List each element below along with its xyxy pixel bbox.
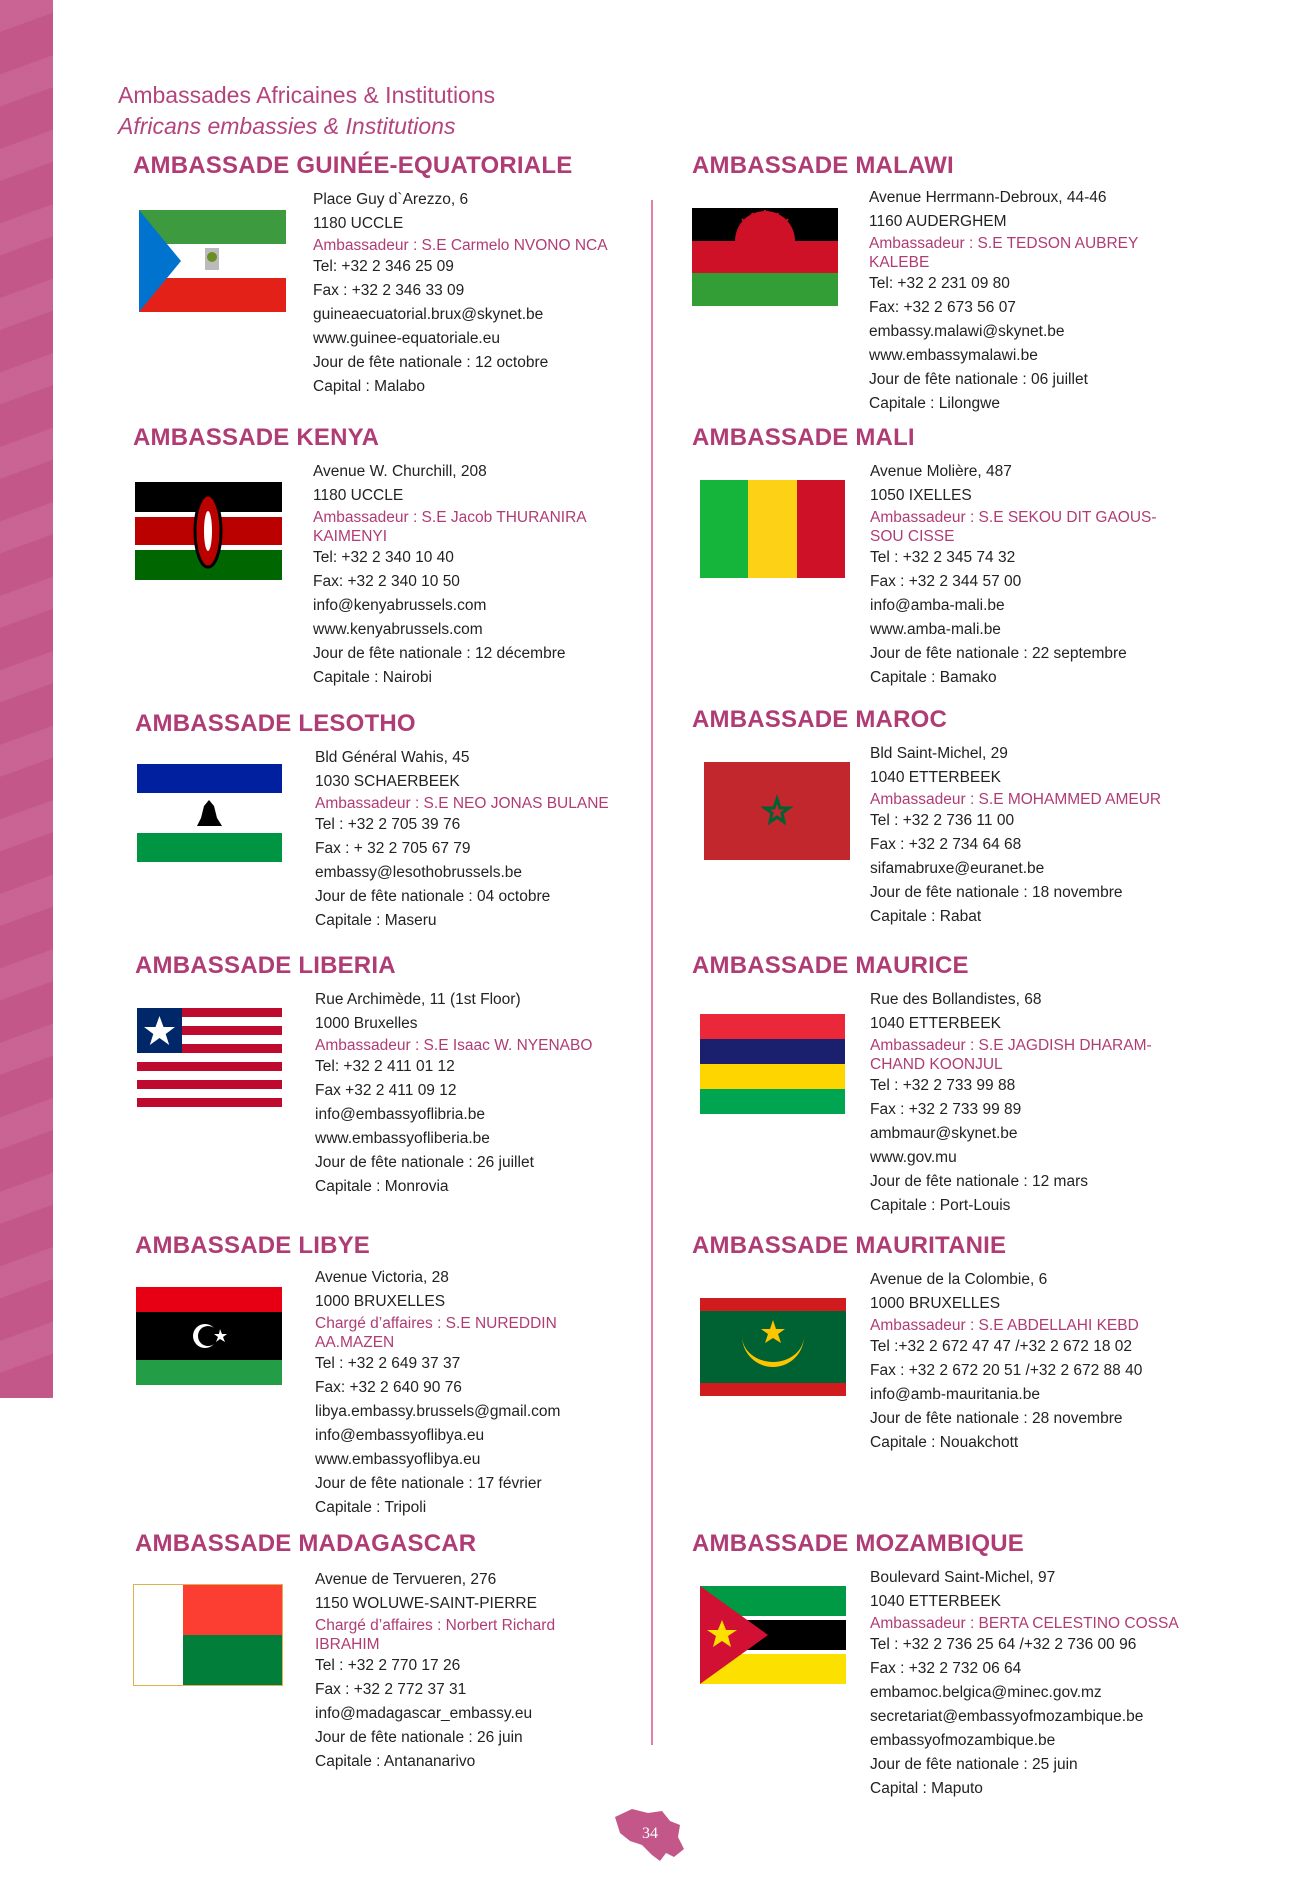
embassy-entry-mozambique <box>692 1530 1179 1797</box>
ambassador: Ambassadeur : S.E JAGDISH DHARAM- <box>870 1037 1152 1054</box>
flag-libya-icon <box>136 1287 282 1385</box>
flag-malawi-icon <box>692 208 838 306</box>
city: 1040 ETTERBEEK <box>870 769 1001 786</box>
embassy-title: AMBASSADE KENYA <box>133 424 380 451</box>
embassy-details <box>869 186 1138 416</box>
national-day: Jour de fête nationale : 04 octobre <box>315 888 551 905</box>
email-link[interactable]: ambmaur@skynet.be <box>870 1125 1018 1142</box>
embassy-title: AMBASSADE MAURICE <box>692 952 969 979</box>
email-link[interactable]: info@amb-mauritania.be <box>870 1386 1040 1403</box>
fax: Fax +32 2 411 09 12 <box>315 1082 457 1099</box>
email-link[interactable]: embassy@lesothobrussels.be <box>315 864 523 881</box>
capital: Capitale : Maseru <box>315 912 437 929</box>
national-day: Jour de fête nationale : 17 février <box>315 1475 542 1492</box>
address: Rue des Bollandistes, 68 <box>870 991 1042 1008</box>
ambassador: Ambassadeur : S.E SEKOU DIT GAOUS- <box>870 509 1157 526</box>
address: Avenue Molière, 487 <box>870 463 1012 480</box>
national-day: Jour de fête nationale : 12 décembre <box>313 645 566 662</box>
telephone: Tel : +32 2 736 25 64 /+32 2 736 00 96 <box>870 1636 1137 1653</box>
embassy-title: AMBASSADE MADAGASCAR <box>135 1530 477 1557</box>
city: 1000 Bruxelles <box>315 1015 418 1032</box>
city: 1000 BRUXELLES <box>870 1295 1001 1312</box>
header-title-en: Africans embassies & Institutions <box>118 113 456 139</box>
city: 1040 ETTERBEEK <box>870 1015 1001 1032</box>
embassy-title: AMBASSADE MAURITANIE <box>692 1232 1007 1259</box>
email-link[interactable]: sifamabruxe@euranet.be <box>870 860 1045 877</box>
embassy-title: AMBASSADE LESOTHO <box>135 710 416 737</box>
capital: Capitale : Monrovia <box>315 1178 449 1195</box>
ambassador: Ambassadeur : S.E Carmelo NVONO NCA <box>313 237 608 254</box>
fax: Fax: +32 2 340 10 50 <box>313 573 460 590</box>
address: Place Guy d`Arezzo, 6 <box>313 191 469 208</box>
email-link[interactable]: info@embassyoflibria.be <box>315 1106 485 1123</box>
ambassador: Ambassadeur : S.E MOHAMMED AMEUR <box>870 791 1162 808</box>
flag-mauritius-icon <box>700 1014 845 1114</box>
ambassador-continued: KAIMENYI <box>313 528 388 545</box>
fax: Fax : +32 2 672 20 51 /+32 2 672 88 40 <box>870 1362 1143 1379</box>
column-divider <box>651 200 653 1745</box>
ambassador: Ambassadeur : BERTA CELESTINO COSSA <box>870 1615 1179 1632</box>
ambassador: Ambassadeur : S.E TEDSON AUBREY <box>869 235 1139 252</box>
address: Avenue Victoria, 28 <box>315 1269 449 1286</box>
website-link[interactable]: www.embassyoflibya.eu <box>315 1451 481 1468</box>
embassy-entry-maurice <box>692 952 1152 1214</box>
fax: Fax: +32 2 673 56 07 <box>869 299 1016 316</box>
national-day: Jour de fête nationale : 25 juin <box>870 1756 1078 1773</box>
embassy-title: AMBASSADE LIBERIA <box>135 952 396 979</box>
ambassador: Ambassadeur : S.E NEO JONAS BULANE <box>315 795 609 812</box>
address: Avenue W. Churchill, 208 <box>313 463 487 480</box>
flag-mauritania-icon <box>700 1298 846 1396</box>
flag-kenya-icon <box>135 482 282 580</box>
national-day: Jour de fête nationale : 28 novembre <box>870 1410 1123 1427</box>
capital: Capital : Maputo <box>870 1780 983 1797</box>
fax: Fax : +32 2 772 37 31 <box>315 1681 467 1698</box>
embassy-entry-madagascar <box>135 1530 556 1770</box>
fax: Fax : +32 2 732 06 64 <box>870 1660 1022 1677</box>
embassy-details <box>315 988 592 1199</box>
flag-mali-icon <box>700 480 845 578</box>
ambassador: Ambassadeur : S.E Jacob THURANIRA <box>313 509 587 526</box>
embassy-entry-maroc <box>692 706 1162 925</box>
fax: Fax : +32 2 734 64 68 <box>870 836 1022 853</box>
flag-liberia-icon <box>137 1008 282 1108</box>
address: Bld Général Wahis, 45 <box>315 749 470 766</box>
telephone: Tel : +32 2 770 17 26 <box>315 1657 461 1674</box>
embassy-title: AMBASSADE MALAWI <box>692 152 954 179</box>
fax: Fax: +32 2 640 90 76 <box>315 1379 462 1396</box>
ambassador: Ambassadeur : S.E ABDELLAHI KEBD <box>870 1317 1139 1334</box>
embassy-details <box>315 1568 555 1774</box>
embassy-entry-libye <box>135 1232 561 1516</box>
embassy-entry-kenya <box>133 424 587 686</box>
capital: Capitale : Bamako <box>870 669 997 686</box>
embassy-entry-malawi <box>692 152 1139 412</box>
capital: Capitale : Tripoli <box>315 1499 427 1516</box>
website-link[interactable]: www.guinee-equatoriale.eu <box>313 330 500 347</box>
capital: Capital : Malabo <box>313 378 426 395</box>
national-day: Jour de fête nationale : 26 juillet <box>315 1154 534 1171</box>
embassy-details <box>870 1268 1142 1455</box>
fax: Fax : + 32 2 705 67 79 <box>315 840 471 857</box>
embassy-title: AMBASSADE MAROC <box>692 706 947 733</box>
national-day: Jour de fête nationale : 12 octobre <box>313 354 549 371</box>
ambassador-continued: SOU CISSE <box>870 528 955 545</box>
embassy-title: AMBASSADE MOZAMBIQUE <box>692 1530 1024 1557</box>
address: Avenue Herrmann-Debroux, 44-46 <box>869 189 1107 206</box>
embassy-details <box>870 460 1157 690</box>
telephone: Tel: +32 2 346 25 09 <box>313 258 454 275</box>
page-footer <box>610 1805 690 1865</box>
telephone: Tel: +32 2 231 09 80 <box>869 275 1010 292</box>
email-link[interactable]: libya.embassy.brussels@gmail.com <box>315 1403 561 1420</box>
embassy-title: AMBASSADE MALI <box>692 424 915 451</box>
address: Bld Saint-Michel, 29 <box>870 745 1008 762</box>
embassy-details <box>870 1566 1179 1801</box>
website-link[interactable]: www.embassyofliberia.be <box>315 1130 490 1147</box>
city: 1030 SCHAERBEEK <box>315 773 460 790</box>
national-day: Jour de fête nationale : 22 septembre <box>870 645 1127 662</box>
charge-daffaires: Chargé d’affaires : S.E NUREDDIN <box>315 1315 557 1332</box>
address: Avenue de Tervueren, 276 <box>315 1571 497 1588</box>
city: 1150 WOLUWE-SAINT-PIERRE <box>315 1595 537 1612</box>
embassy-details <box>870 742 1161 929</box>
charge-daffaires-continued: IBRAHIM <box>315 1636 380 1653</box>
email-link[interactable]: embamoc.belgica@minec.gov.mz <box>870 1684 1102 1701</box>
capital: Capitale : Lilongwe <box>869 395 1000 412</box>
embassy-details <box>870 988 1152 1218</box>
embassy-title: AMBASSADE LIBYE <box>135 1232 371 1259</box>
embassy-entry-mali <box>692 424 1157 686</box>
charge-daffaires-continued: AA.MAZEN <box>315 1334 395 1351</box>
email-link-2[interactable]: secretariat@embassyofmozambique.be <box>870 1708 1144 1725</box>
address: Avenue de la Colombie, 6 <box>870 1271 1048 1288</box>
email-link[interactable]: info@kenyabrussels.com <box>313 597 487 614</box>
fax: Fax : +32 2 346 33 09 <box>313 282 465 299</box>
flag-equatorial-guinea-icon <box>139 210 286 312</box>
email-link[interactable]: guineaecuatorial.brux@skynet.be <box>313 306 544 323</box>
national-day: Jour de fête nationale : 18 novembre <box>870 884 1123 901</box>
website-link[interactable]: www.embassymalawi.be <box>869 347 1038 364</box>
header-title-fr: Ambassades Africaines & Institutions <box>118 82 496 108</box>
embassy-details <box>315 746 609 933</box>
embassy-entry-lesotho <box>135 710 609 929</box>
capital: Capitale : Antananarivo <box>315 1753 476 1770</box>
ambassador-continued: CHAND KOONJUL <box>870 1056 1003 1073</box>
embassy-entry-mauritanie <box>692 1232 1143 1451</box>
telephone: Tel : +32 2 736 11 00 <box>870 812 1015 829</box>
telephone: Tel: +32 2 411 01 12 <box>315 1058 455 1075</box>
capital: Capitale : Port-Louis <box>870 1197 1011 1214</box>
city: 1180 UCCLE <box>313 215 404 232</box>
embassy-entry-guinee-equatoriale <box>133 152 608 395</box>
city: 1000 BRUXELLES <box>315 1293 446 1310</box>
email-link[interactable]: info@amba-mali.be <box>870 597 1005 614</box>
decorative-side-band <box>0 0 53 1398</box>
embassy-title: AMBASSADE GUINÉE-EQUATORIALE <box>133 152 573 179</box>
capital: Capitale : Nairobi <box>313 669 432 686</box>
ambassador-continued: KALEBE <box>869 254 930 271</box>
flag-morocco-icon <box>704 762 850 860</box>
telephone: Tel : +32 2 733 99 88 <box>870 1077 1016 1094</box>
fax: Fax : +32 2 344 57 00 <box>870 573 1022 590</box>
website-link[interactable]: www.gov.mu <box>870 1149 957 1166</box>
address: Rue Archimède, 11 (1st Floor) <box>315 991 521 1008</box>
capital: Capitale : Rabat <box>870 908 982 925</box>
capital: Capitale : Nouakchott <box>870 1434 1019 1451</box>
address: Boulevard Saint-Michel, 97 <box>870 1569 1056 1586</box>
city: 1180 UCCLE <box>313 487 404 504</box>
embassy-entry-liberia <box>135 952 593 1195</box>
national-day: Jour de fête nationale : 12 mars <box>870 1173 1088 1190</box>
telephone: Tel : +32 2 705 39 76 <box>315 816 461 833</box>
embassy-details <box>315 1266 560 1520</box>
flag-madagascar-icon <box>133 1584 283 1686</box>
telephone: Tel : +32 2 345 74 32 <box>870 549 1016 566</box>
embassy-details <box>313 188 608 399</box>
flag-mozambique-icon <box>700 1586 846 1684</box>
fax: Fax : +32 2 733 99 89 <box>870 1101 1022 1118</box>
website-link[interactable]: www.kenyabrussels.com <box>313 621 483 638</box>
page-header <box>118 80 495 142</box>
city: 1160 AUDERGHEM <box>869 213 1007 230</box>
website-link[interactable]: embassyofmozambique.be <box>870 1732 1056 1749</box>
website-link[interactable]: www.amba-mali.be <box>870 621 1001 638</box>
email-link-2[interactable]: info@embassyoflibya.eu <box>315 1427 485 1444</box>
national-day: Jour de fête nationale : 06 juillet <box>869 371 1088 388</box>
page-number: 34 <box>642 1825 658 1842</box>
embassy-details <box>313 460 587 690</box>
telephone: Tel :+32 2 672 47 47 /+32 2 672 18 02 <box>870 1338 1133 1355</box>
city: 1040 ETTERBEEK <box>870 1593 1001 1610</box>
email-link[interactable]: info@madagascar_embassy.eu <box>315 1705 533 1722</box>
telephone: Tel : +32 2 649 37 37 <box>315 1355 461 1372</box>
charge-daffaires: Chargé d’affaires : Norbert Richard <box>315 1617 556 1634</box>
national-day: Jour de fête nationale : 26 juin <box>315 1729 523 1746</box>
city: 1050 IXELLES <box>870 487 972 504</box>
ambassador: Ambassadeur : S.E Isaac W. NYENABO <box>315 1037 593 1054</box>
email-link[interactable]: embassy.malawi@skynet.be <box>869 323 1065 340</box>
flag-lesotho-icon <box>137 764 282 862</box>
telephone: Tel: +32 2 340 10 40 <box>313 549 454 566</box>
